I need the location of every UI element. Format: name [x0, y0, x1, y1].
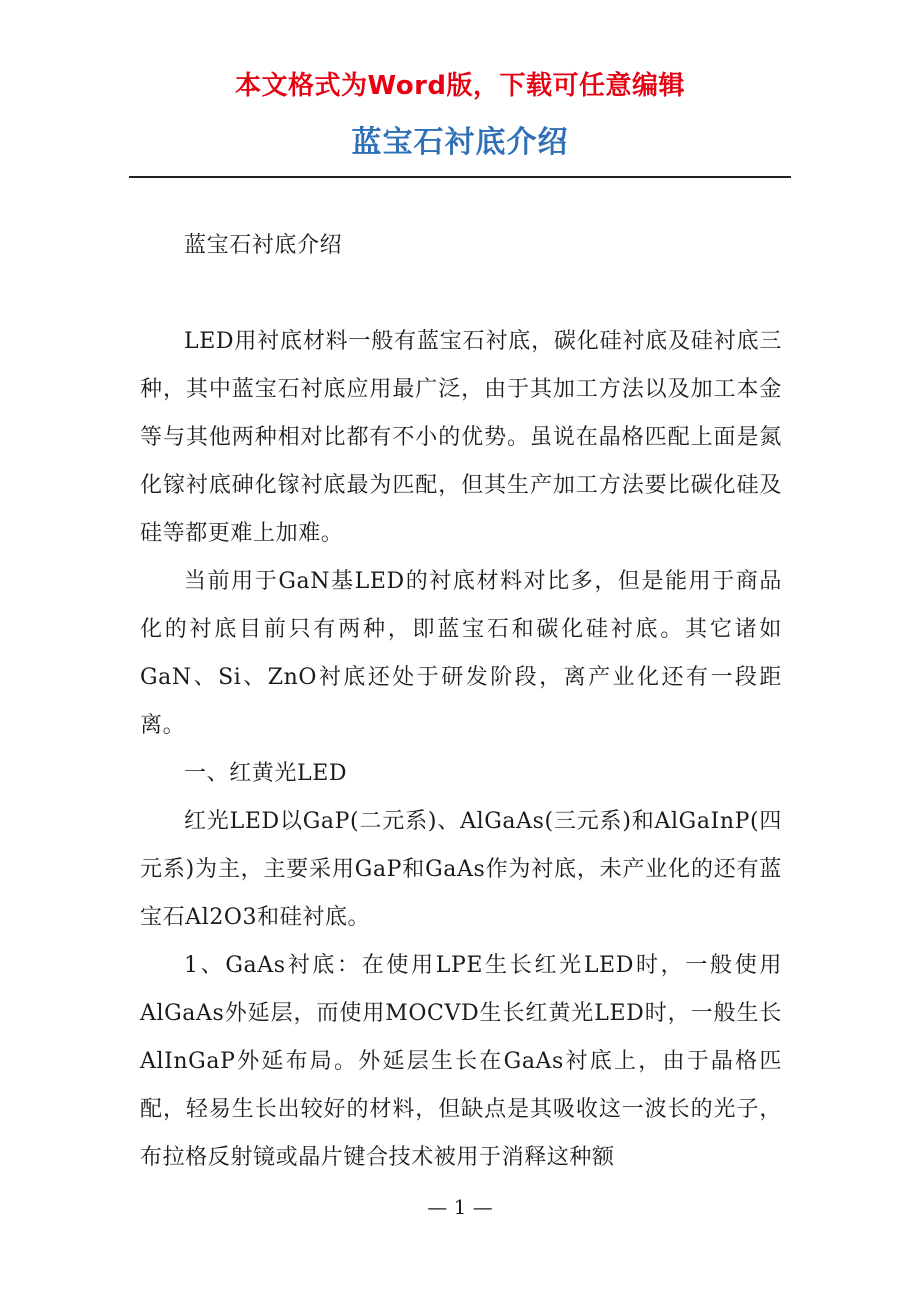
format-notice: 本文格式为Word版，下载可任意编辑	[234, 71, 686, 101]
page-number: — 1 —	[427, 1195, 493, 1219]
header-divider	[129, 176, 791, 178]
section-heading: 蓝宝石衬底介绍	[184, 233, 343, 258]
document-body	[140, 222, 782, 1182]
paragraph: 1、GaAs衬底：在使用LPE生长红光LED时，一般使用AlGaAs外延层，而使用MOCVD生长红黄光LED时，一般生长AlInGaP外延布局。外延层生长在GaAs衬底上，由于晶格匹配，轻易生长出较好的材料，但缺点是其吸收这一波长的光子，布拉格反射镜或晶片键合技术被用于消释这种额	[140, 953, 782, 1170]
paragraph: LED用衬底材料一般有蓝宝石衬底，碳化硅衬底及硅衬底三种，其中蓝宝石衬底应用最广泛，由于其加工方法以及加工本金等与其他两种相对比都有不小的优势。虽说在晶格匹配上面是氮化镓衬底砷化镓衬底最为匹配，但其生产加工方法要比碳化硅及硅等都更难上加难。	[140, 329, 782, 546]
subheading: 一、红黄光LED	[184, 761, 348, 786]
document-title: 蓝宝石衬底介绍	[351, 125, 569, 160]
paragraph: 红光LED以GaP(二元系)、AlGaAs(三元系)和AlGaInP(四元系)为主，主要采用GaP和GaAs作为衬底，未产业化的还有蓝宝石Al2O3和硅衬底。	[140, 809, 782, 930]
paragraph: 当前用于GaN基LED的衬底材料对比多，但是能用于商品化的衬底目前只有两种，即蓝宝石和碳化硅衬底。其它诸如GaN、Si、ZnO衬底还处于研发阶段，离产业化还有一段距离。	[140, 569, 782, 738]
